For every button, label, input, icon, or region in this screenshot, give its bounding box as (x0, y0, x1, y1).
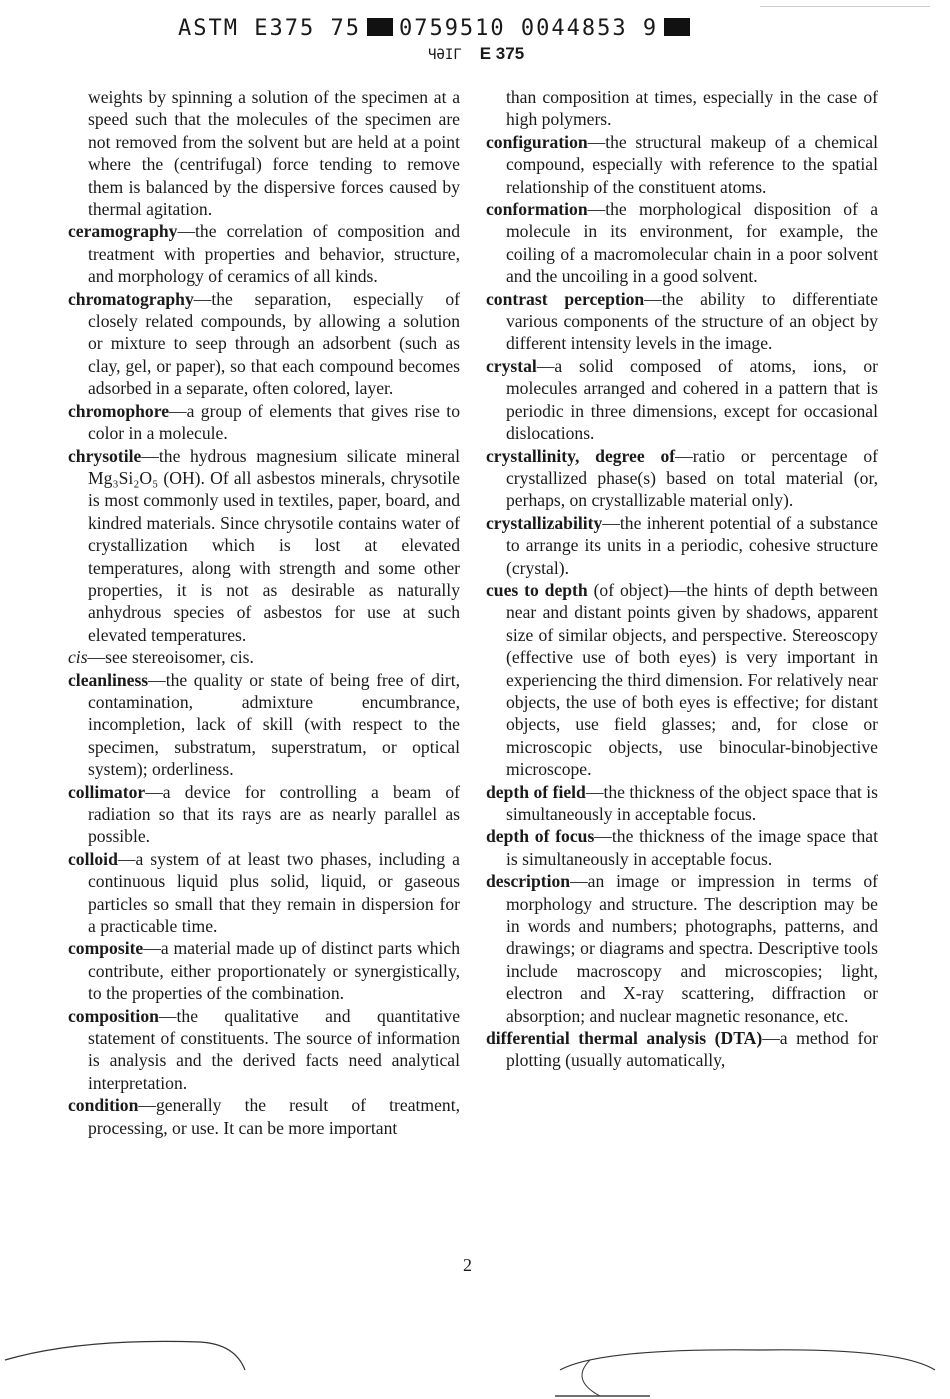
page-number: 2 (463, 1255, 472, 1275)
glossary-term: collimator (68, 781, 146, 802)
glossary-definition: the qualitative and quantitative statement of constituents. The source of information is analysis and the derived facts need analytical interpretation. (88, 1005, 460, 1093)
glossary-term: chromatography (68, 288, 194, 309)
glossary-definition: the hydrous magnesium silicate mineral Mg₃Si₂O₅ (OH). Of all asbestos minerals, chrysotile is most commonly used in textiles, paper, board, and kindred materials. Since chrysotile contains water of crystallization which is lost at elevated temperatures, along with strength and some other properties, it is not as desirable as naturally anhydrous species of asbestos for use at such elevated temperatures. (88, 445, 460, 645)
glossary-entry: contrast perception—the ability to differentiate various components of the structure of an object by different intensity levels in the image. (486, 288, 878, 354)
glossary-definition: see stereoisomer, cis. (105, 647, 254, 668)
glossary-definition: a material made up of distinct parts which contribute, either proportionately or synergistically, to the properties of the combination. (88, 938, 460, 1004)
document-code-header (178, 16, 696, 41)
glossary-entry: collimator—a device for controlling a beam of radiation so that its rays are as nearly parallel as possible. (68, 781, 460, 847)
glossary-entry: conformation—the morphological disposition of a molecule in its environment, for example, the coiling of a macromolecular chain in a poor solvent and the uncoiling in a good solvent. (486, 199, 878, 287)
glossary-term: condition (68, 1095, 139, 1116)
glossary-entry: ceramography—the correlation of composition and treatment with properties and behavior, structure, and morphology of ceramics of all kinds. (68, 221, 460, 287)
glossary-term: cues to depth (486, 579, 588, 600)
glossary-entry: description—an image or impression in terms of morphology and structure. The description may be in words and numbers; photographs, patterns, and drawings; or diagrams and spectra. Descriptive tools include macroscopy and microscopies; light, electron and X-ray scattering, diffraction or absorption; and nuclear magnetic resonance, etc. (486, 871, 878, 1026)
glossary-definition: a device for controlling a beam of radiation so that its rays are as nearly parallel as possible. (88, 781, 460, 847)
glossary-term: chrysotile (68, 445, 142, 466)
glossary-entry: depth of field—the thickness of the object space that is simultaneously in acceptable focus. (486, 781, 878, 824)
glossary-continuation: weights by spinning a solution of the specimen at a speed such that the molecules of the specimen are not removed from the solvent but are held at a point where the (centrifugal) force tending to remove them is balanced by the dispersive forces caused by thermal agitation. (88, 87, 460, 220)
glossary-definition: the morphological disposition of a molecule in its environment, for example, the coiling of a macromolecular chain in a poor solvent and the uncoiling in a good solvent. (506, 199, 878, 287)
glossary-definition: the hints of depth between near and distant points given by shadows, apparent size of similar objects, and perspective. Stereoscopy (effective use of both eyes) is very important in experiencing the third dimension. For relatively near objects, the use of both eyes is effective; for distant objects, use field glasses; and, for close or microscopic objects, use binocular-binobjective microscope. (506, 579, 878, 780)
glossary-definition: ratio or percentage of crystallized phase(s) based on total material (or, perhaps, on crystallizable material only). (506, 445, 878, 511)
glossary-definition: the structural makeup of a chemical compound, especially with reference to the spatial relationship of the constituent atoms. (506, 131, 878, 197)
glossary-term: depth of focus (486, 826, 595, 847)
glossary-definition: the quality or state of being free of dirt, contamination, admixture encumbrance, incompletion, lack of skill (with respect to the specimen, substratum, superstratum, or optical system); orderliness. (88, 669, 460, 780)
glossary-definition: a group of elements that gives rise to color in a molecule. (88, 400, 460, 444)
glossary-entry: condition—generally the result of treatment, processing, or use. It can be more important (68, 1095, 460, 1138)
glossary-term: contrast perception (486, 288, 645, 309)
glossary-entry: colloid—a system of at least two phases, including a continuous liquid plus solid, liquid, or gaseous particles so small that they remain in dispersion for a practicable time. (68, 848, 460, 937)
astm-code: ASTM E375 75 (178, 16, 361, 41)
glossary-term: composite (68, 938, 144, 959)
glossary-entry: configuration—the structural makeup of a chemical compound, especially with reference to the spatial relationship of the constituent atoms. (486, 131, 878, 197)
glossary-term: chromophore (68, 400, 170, 421)
glossary-entry: chromophore—a group of elements that gives rise to color in a molecule. (68, 400, 460, 444)
glossary-definition: the ability to differentiate various components of the structure of an object by different intensity levels in the image. (506, 288, 878, 354)
glossary-entry: composition—the qualitative and quantitative statement of constituents. The source of information is analysis and the derived facts need analytical interpretation. (68, 1005, 460, 1093)
glossary-definition: generally the result of treatment, processing, or use. It can be more important (88, 1095, 460, 1138)
designation-header (428, 44, 524, 64)
glossary-entry: crystal—a solid composed of atoms, ions, or molecules arranged and cohered in a pattern that is periodic in three dimensions, except for occasional dislocations. (486, 355, 878, 444)
glossary-definition: a system of at least two phases, including a continuous liquid plus solid, liquid, or gaseous particles so small that they remain in dispersion for a practicable time. (88, 848, 460, 937)
barcode-digits: 0759510 0044853 9 (398, 16, 659, 41)
glossary-entry: depth of focus—the thickness of the image space that is simultaneously in acceptable focus. (486, 826, 878, 869)
glossary-definition: a method for plotting (usually automatically, (506, 1028, 878, 1071)
glossary-term: conformation (486, 199, 588, 220)
glossary-term: cleanliness (68, 669, 149, 690)
glossary-definition: the separation, especially of closely related compounds, by allowing a solution or mixture to seep through an adsorbent (such as clay, gel, or paper), so that each compound becomes adsorbed in a separate, often colored, layer. (88, 288, 460, 399)
glossary-term: crystal (486, 355, 537, 376)
glossary-term: ceramography (68, 221, 178, 242)
glossary-continuation: than composition at times, especially in the case of high polymers. (506, 87, 878, 130)
right-column (486, 86, 878, 1072)
glossary-entry: cis—see stereoisomer, cis. (68, 647, 254, 668)
glossary-definition: the thickness of the object space that is simultaneously in acceptable focus. (506, 781, 878, 824)
glossary-definition: the thickness of the image space that is simultaneously in acceptable focus. (506, 826, 878, 869)
glossary-entry: crystallinity, degree of—ratio or percentage of crystallized phase(s) based on total material (or, perhaps, on crystallizable material only). (486, 445, 878, 511)
left-column (68, 86, 460, 1139)
scan-margin-marks (0, 1330, 950, 1399)
glossary-term: crystallinity, degree of (486, 445, 676, 466)
top-edge-rule (760, 6, 930, 7)
glossary-term: depth of field (486, 781, 586, 802)
glossary-entry: chromatography—the separation, especially of closely related compounds, by allowing a solution or mixture to seep through an adsorbent (such as clay, gel, or paper), so that each compound becomes adsorbed in a separate, often colored, layer. (68, 288, 460, 399)
glossary-term: crystallizability (486, 512, 603, 533)
glossary-term: differential thermal analysis (DTA) (486, 1028, 763, 1049)
glossary-entry: cleanliness—the quality or state of being free of dirt, contamination, admixture encumbrance, incompletion, lack of skill (with respect to the specimen, substratum, superstratum, or optical system); orderliness. (68, 669, 460, 780)
glossary-term: cis (68, 647, 88, 668)
black-block-mark (664, 18, 690, 36)
glossary-definition: a solid composed of atoms, ions, or molecules arranged and cohered in a pattern that is periodic in three dimensions, except for occasional dislocations. (506, 355, 878, 444)
glossary-definition: an image or impression in terms of morphology and structure. The description may be in words and numbers; photographs, patterns, and drawings; or diagrams and spectra. Descriptive tools include macroscopy and microscopies; light, electron and X-ray scattering, diffraction or absorption; and nuclear magnetic resonance, etc. (506, 871, 878, 1026)
glossary-term: composition (68, 1005, 159, 1026)
glossary-entry: crystallizability—the inherent potential of a substance to arrange its units in a periodic, cohesive structure (crystal). (486, 512, 878, 578)
astm-logo-mark: ЧӘІГ (428, 47, 462, 63)
glossary-definition: the correlation of composition and treatment with properties and behavior, structure, and morphology of ceramics of all kinds. (88, 221, 460, 287)
glossary-definition: the inherent potential of a substance to arrange its units in a periodic, cohesive structure (crystal). (506, 512, 878, 578)
designation-number: E 375 (479, 44, 525, 63)
glossary-entry: cues to depth (of object)—the hints of depth between near and distant points given by shadows, apparent size of similar objects, and perspective. Stereoscopy (effective use of both eyes) is very important in experiencing the third dimension. For relatively near objects, the use of both eyes is effective; for distant objects, use field glasses; and, for close or microscopic objects, use binocular-binobjective microscope. (486, 579, 878, 780)
glossary-term-qualifier: (of object) (587, 579, 669, 600)
glossary-entry: composite—a material made up of distinct parts which contribute, either proportionately or synergistically, to the properties of the combination. (68, 938, 460, 1004)
glossary-entry: differential thermal analysis (DTA)—a method for plotting (usually automatically, (486, 1028, 878, 1071)
glossary-term: colloid (68, 848, 118, 869)
glossary-entry: chrysotile—the hydrous magnesium silicate mineral Mg₃Si₂O₅ (OH). Of all asbestos minerals, chrysotile is most commonly used in textiles, paper, board, and kindred materials. Since chrysotile contains water of crystallization which is lost at elevated temperatures, along with strength and some other properties, it is not as desirable as naturally anhydrous species of asbestos for use at such elevated temperatures. (68, 445, 460, 645)
glossary-term: description (486, 871, 571, 892)
black-block-mark (367, 18, 393, 36)
glossary-term: configuration (486, 131, 588, 152)
